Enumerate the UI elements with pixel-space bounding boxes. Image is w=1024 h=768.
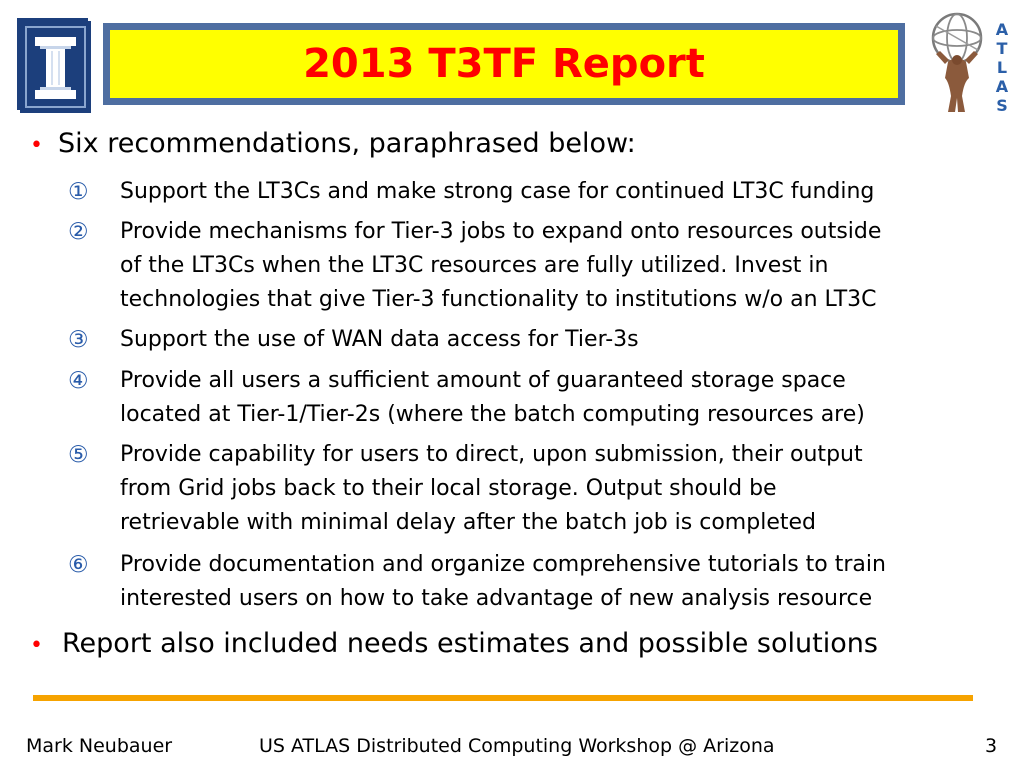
recommendation-item [68,364,1008,432]
recommendation-line: Provide all users a sufficient amount of guaranteed storage space [120,368,846,393]
recommendation-number: ② [68,219,89,245]
page-title: 2013 T3TF Report [303,41,705,87]
recommendation-line: Support the LT3Cs and make strong case for continued LT3C funding [120,179,875,204]
atlas-letter: S [996,96,1008,115]
recommendation-item [68,323,1008,357]
title-box [103,23,905,105]
recommendation-line: technologies that give Tier-3 functionality to institutions w/o an LT3C [120,287,877,312]
recommendation-line: from Grid jobs back to their local storage. Output should be [120,476,777,501]
recommendation-text [120,438,1000,540]
illinois-i-icon [20,21,91,113]
recommendation-number: ⑥ [68,552,89,578]
bullet-text: Six recommendations, paraphrased below: [58,128,636,159]
recommendation-line: Support the use of WAN data access for Tier-3s [120,327,639,352]
bullet-item [30,628,878,659]
recommendation-line: retrievable with minimal delay after the batch job is completed [120,510,816,535]
recommendation-line: Provide documentation and organize comprehensive tutorials to train [120,552,886,577]
recommendation-text [120,323,1000,357]
atlas-letter: A [995,20,1009,39]
recommendation-number: ① [68,179,89,205]
footer-event: US ATLAS Distributed Computing Workshop @ Arizona [259,735,775,757]
recommendation-line: Provide mechanisms for Tier-3 jobs to expand onto resources outside [120,219,882,244]
bullet-dot-icon: • [30,133,43,158]
recommendation-line: Provide capability for users to direct, upon submission, their output [120,442,863,467]
recommendation-line: interested users on how to take advantage of new analysis resource [120,586,873,611]
recommendation-line: of the LT3Cs when the LT3C resources are fully utilized. Invest in [120,253,829,278]
recommendation-line: located at Tier-1/Tier-2s (where the batch computing resources are) [120,402,865,427]
page-number: 3 [985,735,998,757]
atlas-logo [924,8,1016,118]
recommendation-text [120,215,1000,317]
recommendation-text [120,548,1000,616]
footer-author: Mark Neubauer [26,735,173,757]
bullet-text: Report also included needs estimates and possible solutions [62,628,878,659]
atlas-letter: L [996,58,1008,77]
recommendation-item [68,175,1008,209]
atlas-letter: A [995,77,1009,96]
recommendation-number: ④ [68,368,89,394]
footer-divider [33,695,973,701]
bullet-dot-icon: • [30,633,43,658]
atlas-figure-icon [924,8,994,118]
atlas-wordmark [991,20,1013,115]
recommendation-item [68,438,1008,540]
bullet-item [30,128,636,159]
recommendation-number: ③ [68,327,89,353]
recommendation-item [68,548,1008,616]
recommendation-text [120,364,1000,432]
recommendation-item [68,215,1008,317]
recommendation-text [120,175,1000,209]
recommendation-number: ⑤ [68,442,89,468]
university-of-illinois-logo [17,18,88,110]
atlas-letter: T [996,39,1008,58]
